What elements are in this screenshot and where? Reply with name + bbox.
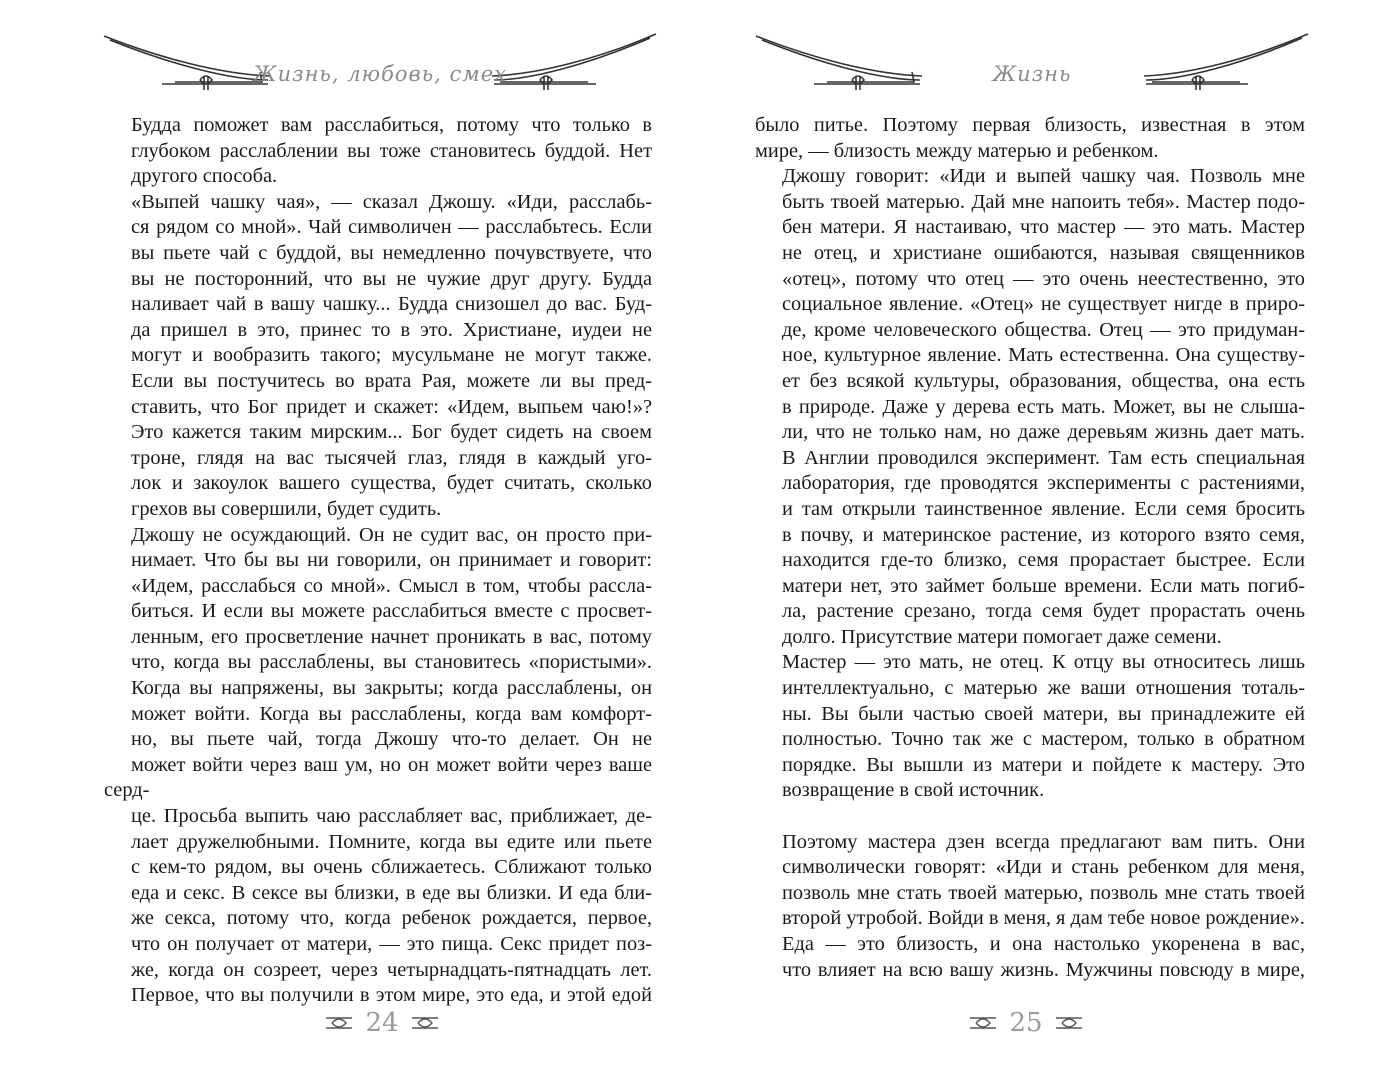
text-line: ли, что не только нам, но даже деревьям жизнь дает мать.	[782, 421, 1305, 444]
text-line: вы пьете чай с буддой, вы немедленно почувствуете, что	[131, 241, 652, 264]
text-line: лает дружелюбными. Помните, когда вы едите или пьете	[131, 830, 652, 853]
text-line: глубоком расслаблении вы тоже становитесь буддой. Нет	[131, 139, 652, 162]
text-line: но, вы пьете чай, тогда Джошу что-то делает. Он не	[131, 728, 652, 751]
text-line: В Англии проводился эксперимент. Там есть специальная	[782, 446, 1305, 469]
right-page-header	[752, 28, 1312, 108]
text-line: де, кроме человеческого общества. Отец — это придуман-	[782, 318, 1305, 341]
text-line: да пришел в это, принес то в это. Христиане, иудеи не	[131, 318, 652, 341]
text-line: Мастер — это мать, не отец. К отцу вы относитесь лишь	[782, 651, 1305, 674]
text-line: в природе. Даже у дерева есть мать. Может, вы не слыша-	[782, 395, 1305, 418]
right-page	[692, 0, 1382, 1080]
text-line: долго. Присутствие матери помогает даже семени.	[782, 625, 1222, 648]
text-line: Поэтому мастера дзен всегда предлагают вам пить. Они	[782, 830, 1305, 853]
left-page-body	[104, 113, 652, 1009]
paragraph	[104, 113, 652, 190]
page-number: 24	[365, 1008, 399, 1038]
text-line: матери нет, это займет больше времени. Если мать погиб-	[782, 574, 1305, 597]
text-line: социальное явление. «Отец» не существует нигде в приро-	[782, 293, 1305, 316]
text-line: ся рядом со мной». Чай символичен — расслабьтесь. Если	[131, 216, 652, 239]
text-line: и там открыли таинственное явление. Если семя бросить	[782, 497, 1305, 520]
paragraph	[104, 190, 652, 523]
left-page-footer	[282, 1006, 482, 1040]
text-line: Если вы постучитесь во врата Рая, можете ли вы пред-	[131, 369, 652, 392]
text-line: другого способа.	[131, 165, 278, 188]
text-line: ное, культурное явление. Мать естественна. Она существу-	[782, 344, 1305, 367]
text-line: что влияет на всю вашу жизнь. Мужчины повсюду в мире,	[782, 958, 1305, 981]
running-title: Жизнь, любовь, смех	[253, 62, 507, 86]
right-page-footer	[926, 1006, 1126, 1040]
text-line: быть твоей матерью. Дай мне напоить тебя». Мастер подо-	[782, 190, 1305, 213]
left-page	[0, 0, 690, 1080]
text-line: ленным, его просветление начнет проникать в вас, потому	[131, 625, 652, 648]
text-line: возвращение в свой источник.	[782, 779, 1045, 802]
text-line: второй утробой. Войди в меня, я дам тебе новое рождение».	[782, 907, 1305, 930]
text-line: наливает чай в вашу чашку... Будда снизошел до вас. Буд-	[131, 293, 652, 316]
text-line: лок и закоулок вашего существа, будет считать, сколько	[131, 472, 652, 495]
text-line: не отец, и христиане ошибаются, называя священников	[782, 241, 1305, 264]
text-line: це. Просьба выпить чаю расслабляет вас, приближает, де-	[131, 805, 652, 828]
paragraph	[755, 164, 1305, 650]
text-line: «Выпей чашку чая», — сказал Джошу. «Иди, расслабь-	[131, 190, 652, 213]
text-line: ет без всякой культуры, образования, общества, она есть	[782, 369, 1305, 392]
text-line: находится где-то близко, семя прорастает быстрее. Если	[782, 549, 1305, 572]
scroll-ornament-icon	[968, 1006, 998, 1040]
text-line: нимает. Что бы вы ни говорили, он принимает и говорит:	[131, 549, 652, 572]
text-line: же секса, потому что, когда ребенок рождается, первое,	[131, 907, 652, 930]
text-line: «отец», потому что отец — это очень неестественно, это	[782, 267, 1305, 290]
left-page-header	[100, 28, 660, 108]
text-line: Когда вы напряжены, вы закрыты; когда расслаблены, он	[131, 677, 652, 700]
text-line: что, когда вы расслаблены, вы становитесь «пористыми».	[131, 651, 652, 674]
text-line: же, когда он созреет, через четырнадцать-пятнадцать лет.	[131, 958, 652, 981]
paragraph	[755, 113, 1305, 164]
text-line: в почву, и материнское растение, из которого взято семя,	[782, 523, 1305, 546]
text-line: ла, растение срезано, тогда семя будет прорастать очень	[782, 600, 1305, 623]
text-line: порядке. Вы вышли из матери и пойдете к мастеру. Это	[782, 753, 1305, 776]
text-line: мире, — близость между матерью и ребенком.	[755, 139, 1159, 162]
text-line: троне, глядя на вас тысячей глаз, глядя в каждый уго-	[131, 446, 652, 469]
text-line: Первое, что вы получили в этом мире, это еда, и этой едой	[131, 984, 652, 1007]
text-line: Будда поможет вам расслабиться, потому что только в	[131, 114, 652, 136]
text-line: полностью. Точно так же с мастером, только в обратном	[782, 728, 1305, 751]
text-line: грехов вы совершили, будет судить.	[131, 497, 442, 520]
text-line: вы не посторонний, что вы не чужие друг другу. Будда	[131, 267, 652, 290]
text-line: бен матери. Я настаиваю, что мастер — это мать. Мастер	[782, 216, 1305, 239]
page-number: 25	[1009, 1008, 1043, 1038]
paragraph	[755, 650, 1305, 804]
text-line: лаборатория, где проводятся эксперименты с растениями,	[782, 472, 1305, 495]
text-line: Это кажется таким мирским... Бог будет сидеть на своем	[131, 421, 652, 444]
text-line: интеллектуально, с матерью же ваши отношения тоталь-	[782, 677, 1305, 700]
text-line: что он получает от матери, — это пища. Секс придет поз-	[131, 933, 652, 955]
right-page-body	[755, 113, 1305, 983]
text-line: символически говорят: «Иди и стань ребенком для меня,	[782, 856, 1305, 879]
paragraph	[755, 932, 1305, 983]
text-line: позволь мне стать твоей матерью, позволь мне стать твоей	[782, 881, 1305, 904]
text-line: биться. И если вы можете расслабиться вместе с просвет-	[131, 600, 652, 623]
text-line: могут и вообразить такого; мусульмане не могут также.	[131, 344, 652, 367]
text-line: ставить, что Бог придет и скажет: «Идем, выпьем чаю!»?	[131, 395, 652, 418]
text-line: было питье. Поэтому первая близость, известная в этом	[755, 114, 1305, 136]
text-line: еда и секс. В сексе вы близки, в еде вы близки. И еда бли-	[131, 881, 652, 904]
paragraph	[755, 830, 1305, 932]
text-line: Джошу не осуждающий. Он не судит вас, он просто при-	[131, 523, 652, 546]
text-line: ны. Вы были частью своей матери, вы принадлежите ей	[782, 702, 1305, 725]
text-line: Джошу говорит: «Иди и выпей чашку чая. Позволь мне	[782, 165, 1305, 188]
text-line: Еда — это близость, и она настолько укоренена в вас,	[782, 933, 1305, 955]
scroll-ornament-icon	[410, 1006, 440, 1040]
text-line: может войти через ваш ум, но он может войти через ваше серд-	[104, 753, 652, 802]
text-line: может войти. Когда вы расслаблены, когда вам комфорт-	[131, 702, 652, 725]
running-title: Жизнь	[992, 62, 1072, 86]
paragraph	[104, 523, 652, 1009]
scroll-ornament-icon	[324, 1006, 354, 1040]
scroll-ornament-icon	[1054, 1006, 1084, 1040]
text-line: «Идем, расслабься со мной». Смысл в том, чтобы рассла-	[131, 574, 652, 597]
text-line: с кем-то рядом, вы очень сближаетесь. Сближают только	[131, 856, 652, 879]
